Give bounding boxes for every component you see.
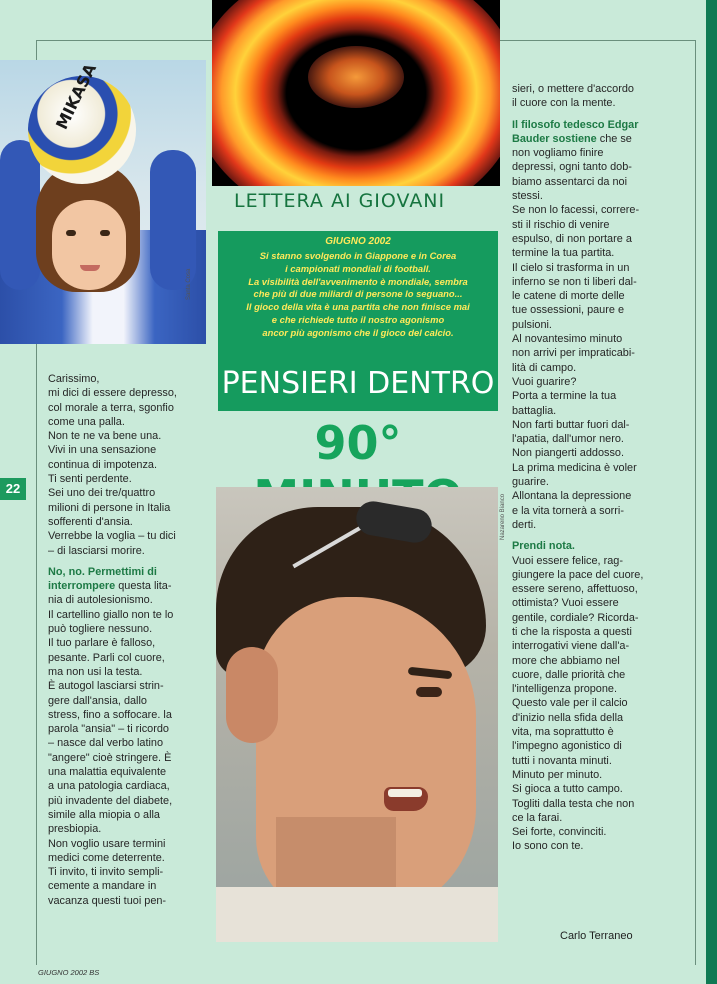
text-line: col morale a terra, sgonfio	[48, 401, 174, 414]
text-line: more che abbiamo nel	[512, 654, 620, 667]
fractal-image	[212, 0, 500, 186]
photo-credit-boy: Nazareno Bianco	[500, 493, 506, 540]
text-line: – di lasciarsi morire.	[48, 544, 145, 557]
intro-line: che più di due miliardi di persone lo seguano...	[253, 288, 463, 300]
lead-in-text: Prendi nota.	[512, 540, 575, 553]
text-line: Al novantesimo minuto	[512, 333, 623, 346]
boy-ear	[226, 647, 278, 743]
lead-in-text: Bauder sostiene	[512, 132, 597, 145]
left-column	[48, 372, 206, 908]
photo-kid-with-ball	[0, 60, 206, 344]
kid-face	[52, 200, 126, 290]
intro-line: Il gioco della vita è una partita che non finisce mai	[246, 301, 470, 313]
text-line: d'inizio nella sfida della	[512, 711, 624, 724]
text-line: mi dici di essere depresso,	[48, 387, 177, 400]
text-line: Ti senti perdente.	[48, 473, 132, 486]
text-line: ce la farai.	[512, 811, 563, 824]
paragraph-gap	[512, 111, 670, 118]
text-line: vita, ma soprattutto è	[512, 726, 614, 739]
kid-mouth	[80, 265, 100, 271]
intro-line: e che richiede tutto il nostro agonismo	[271, 313, 445, 325]
text-line: può togliere nessuno.	[48, 623, 153, 636]
text-line: le catene di morte delle	[512, 290, 625, 303]
right-column	[512, 82, 670, 854]
intro-line: Si stanno svolgendo in Giappone e in Corea	[259, 250, 457, 261]
text-line	[48, 579, 206, 593]
text-line: sofferenti d'ansia.	[48, 515, 133, 528]
section-title: LETTERA AI GIOVANI	[234, 190, 446, 212]
text-line: Non piangerti addosso.	[512, 447, 625, 460]
text-line: stessi.	[512, 190, 543, 203]
text-line: giungere la pace del cuore,	[512, 568, 644, 581]
text-line: Sei uno dei tre/quattro	[48, 487, 156, 500]
footer: GIUGNO 2002 BS	[38, 968, 100, 977]
text-line: derti.	[512, 518, 537, 531]
text-line: cuore, dalle priorità che	[512, 668, 626, 681]
text-line: Non farti buttar fuori dal-	[512, 418, 630, 431]
text-line: È autogol lasciarsi strin-	[48, 680, 164, 693]
text-line: come una palla.	[48, 415, 125, 428]
text-line: più invadente del diabete,	[48, 794, 173, 807]
text-line: termine la tua partita.	[512, 247, 615, 260]
lead-in-text: Il filosofo tedesco Edgar	[512, 118, 639, 131]
text-line: – nasce dal verbo latino	[48, 737, 164, 750]
text-line: sti il rischio di venire	[512, 218, 610, 231]
kid-eye-left	[66, 230, 76, 236]
headline-line-1: PENSIERI DENTRO	[221, 366, 495, 401]
intro-line: La visibilità dell'avvenimento è mondiale, sembra	[248, 275, 468, 287]
body-text: questa lita-	[115, 580, 172, 593]
headline-line-2: 90°	[314, 416, 402, 470]
text-line: Verrebbe la voglia – tu dici	[48, 530, 176, 543]
ball-brand: MIKASA	[52, 60, 101, 133]
text-line: battaglia.	[512, 404, 557, 417]
text-line: espulso, di non portare a	[512, 232, 632, 245]
text-line: simile alla miopia o alla	[48, 808, 160, 821]
text-line: Minuto per minuto.	[512, 768, 603, 781]
text-line: Se non lo facessi, correre-	[512, 204, 640, 217]
text-line: tue ossessioni, paure e	[512, 304, 625, 317]
text-line: Il cartellino giallo non te lo	[48, 608, 174, 621]
frame-line-right	[695, 40, 696, 965]
text-line: non arrivi per impraticabi-	[512, 347, 635, 360]
text-line: Non voglio usare termini	[48, 837, 166, 850]
text-line: Io sono con te.	[512, 840, 584, 853]
text-line: ottimista? Vuoi essere	[512, 597, 619, 610]
text-line: Ti invito, ti invito sempli-	[48, 866, 164, 879]
text-line: Vuoi essere felice, rag-	[512, 554, 623, 567]
intro-line: i campionati mondiali di football.	[285, 262, 431, 274]
text-line: Porta a termine la tua	[512, 390, 617, 403]
text-line: Sei forte, convinciti.	[512, 826, 607, 839]
text-line	[512, 539, 670, 553]
paragraph-gap	[48, 558, 206, 565]
text-line: lità di campo.	[512, 361, 577, 374]
kid-arm-left	[0, 140, 40, 290]
text-line: non vogliamo finire	[512, 147, 604, 160]
boy-teeth	[388, 789, 422, 797]
photo-boy	[216, 487, 498, 942]
text-line: nia di autolesionismo.	[48, 594, 153, 607]
text-line: sieri, o mettere d'accordo	[512, 83, 634, 95]
text-line	[512, 118, 670, 132]
text-line: ti che la risposta a questi	[512, 625, 632, 638]
boy-shirt	[216, 887, 498, 942]
text-line: parola "ansia" – ti ricordo	[48, 723, 169, 736]
text-line: pulsioni.	[512, 318, 552, 331]
text-line: a una patologia cardiaca,	[48, 780, 170, 793]
text-line: Togliti dalla testa che non	[512, 797, 635, 810]
text-line: inferno se non ti liberi dal-	[512, 275, 637, 288]
body-text: che se	[596, 132, 632, 145]
text-line: ma non usi la testa.	[48, 665, 143, 678]
text-line: Vivi in una sensazione	[48, 444, 157, 457]
text-line: vacanza questi tuoi pen-	[48, 894, 167, 907]
text-line: essere sereno, affettuoso,	[512, 583, 638, 596]
text-line: continua di impotenza.	[48, 458, 157, 471]
text-line: cemente a mandare in	[48, 880, 157, 893]
page-edge-strip	[706, 0, 717, 984]
text-line: La prima medicina è voler	[512, 461, 637, 474]
text-line: l'impegno agonistico di	[512, 740, 622, 753]
boy-eye	[416, 687, 442, 697]
text-line: l'intelligenza propone.	[512, 683, 618, 696]
photo-credit-kid: Santa Cosa	[186, 268, 192, 300]
text-line: l'apatia, dall'umor nero.	[512, 433, 624, 446]
text-line: Allontana la depressione	[512, 490, 632, 503]
text-line: presbiopia.	[48, 823, 102, 836]
intro-line: ancor più agonismo che il gioco del calcio.	[262, 326, 454, 338]
text-line: biamo assentarci da noi	[512, 175, 628, 188]
text-line: Vuoi guarire?	[512, 375, 577, 388]
text-line: una malattia equivalente	[48, 766, 167, 779]
text-line: gere dall'ansia, dallo	[48, 694, 147, 707]
signature: Carlo Terraneo	[560, 930, 633, 942]
kid-eye-right	[100, 230, 110, 236]
text-line: e la vita tornerà a sorri-	[512, 504, 624, 517]
text-line: "angere" cioè stringere. È	[48, 751, 172, 764]
text-line	[48, 565, 206, 579]
text-line: medici come deterrente.	[48, 851, 165, 864]
paragraph-gap	[512, 532, 670, 539]
text-line: il cuore con la mente.	[512, 97, 616, 110]
text-line: Si gioca a tutto campo.	[512, 783, 623, 796]
text-line: guarire.	[512, 476, 549, 489]
text-line: stress, fino a soffocare. la	[48, 708, 172, 721]
fractal-core	[308, 46, 404, 108]
text-line: Carissimo,	[48, 373, 100, 385]
text-line: Questo vale per il calcio	[512, 697, 628, 710]
text-line: interrogativi viene dall'a-	[512, 640, 630, 653]
text-line: Il cielo si trasforma in un	[512, 261, 630, 274]
text-line	[512, 132, 670, 146]
lead-in-text: No, no. Permettimi di	[48, 565, 157, 578]
intro-text	[222, 250, 494, 340]
lead-in-text: interrompere	[48, 580, 116, 593]
intro-date: GIUGNO 2002	[325, 236, 391, 247]
text-line: depressi, ogni tanto dob-	[512, 161, 632, 174]
text-line: tutti i novanta minuti.	[512, 754, 612, 767]
text-line: Non te ne va bene una.	[48, 430, 162, 443]
text-line: Il tuo parlare è falloso,	[48, 637, 156, 650]
text-line: pesante. Parli col cuore,	[48, 651, 165, 664]
text-line: gentile, cordiale? Ricorda-	[512, 611, 639, 624]
text-line: milioni di persone in Italia	[48, 501, 171, 514]
page-number: 22	[0, 478, 26, 500]
